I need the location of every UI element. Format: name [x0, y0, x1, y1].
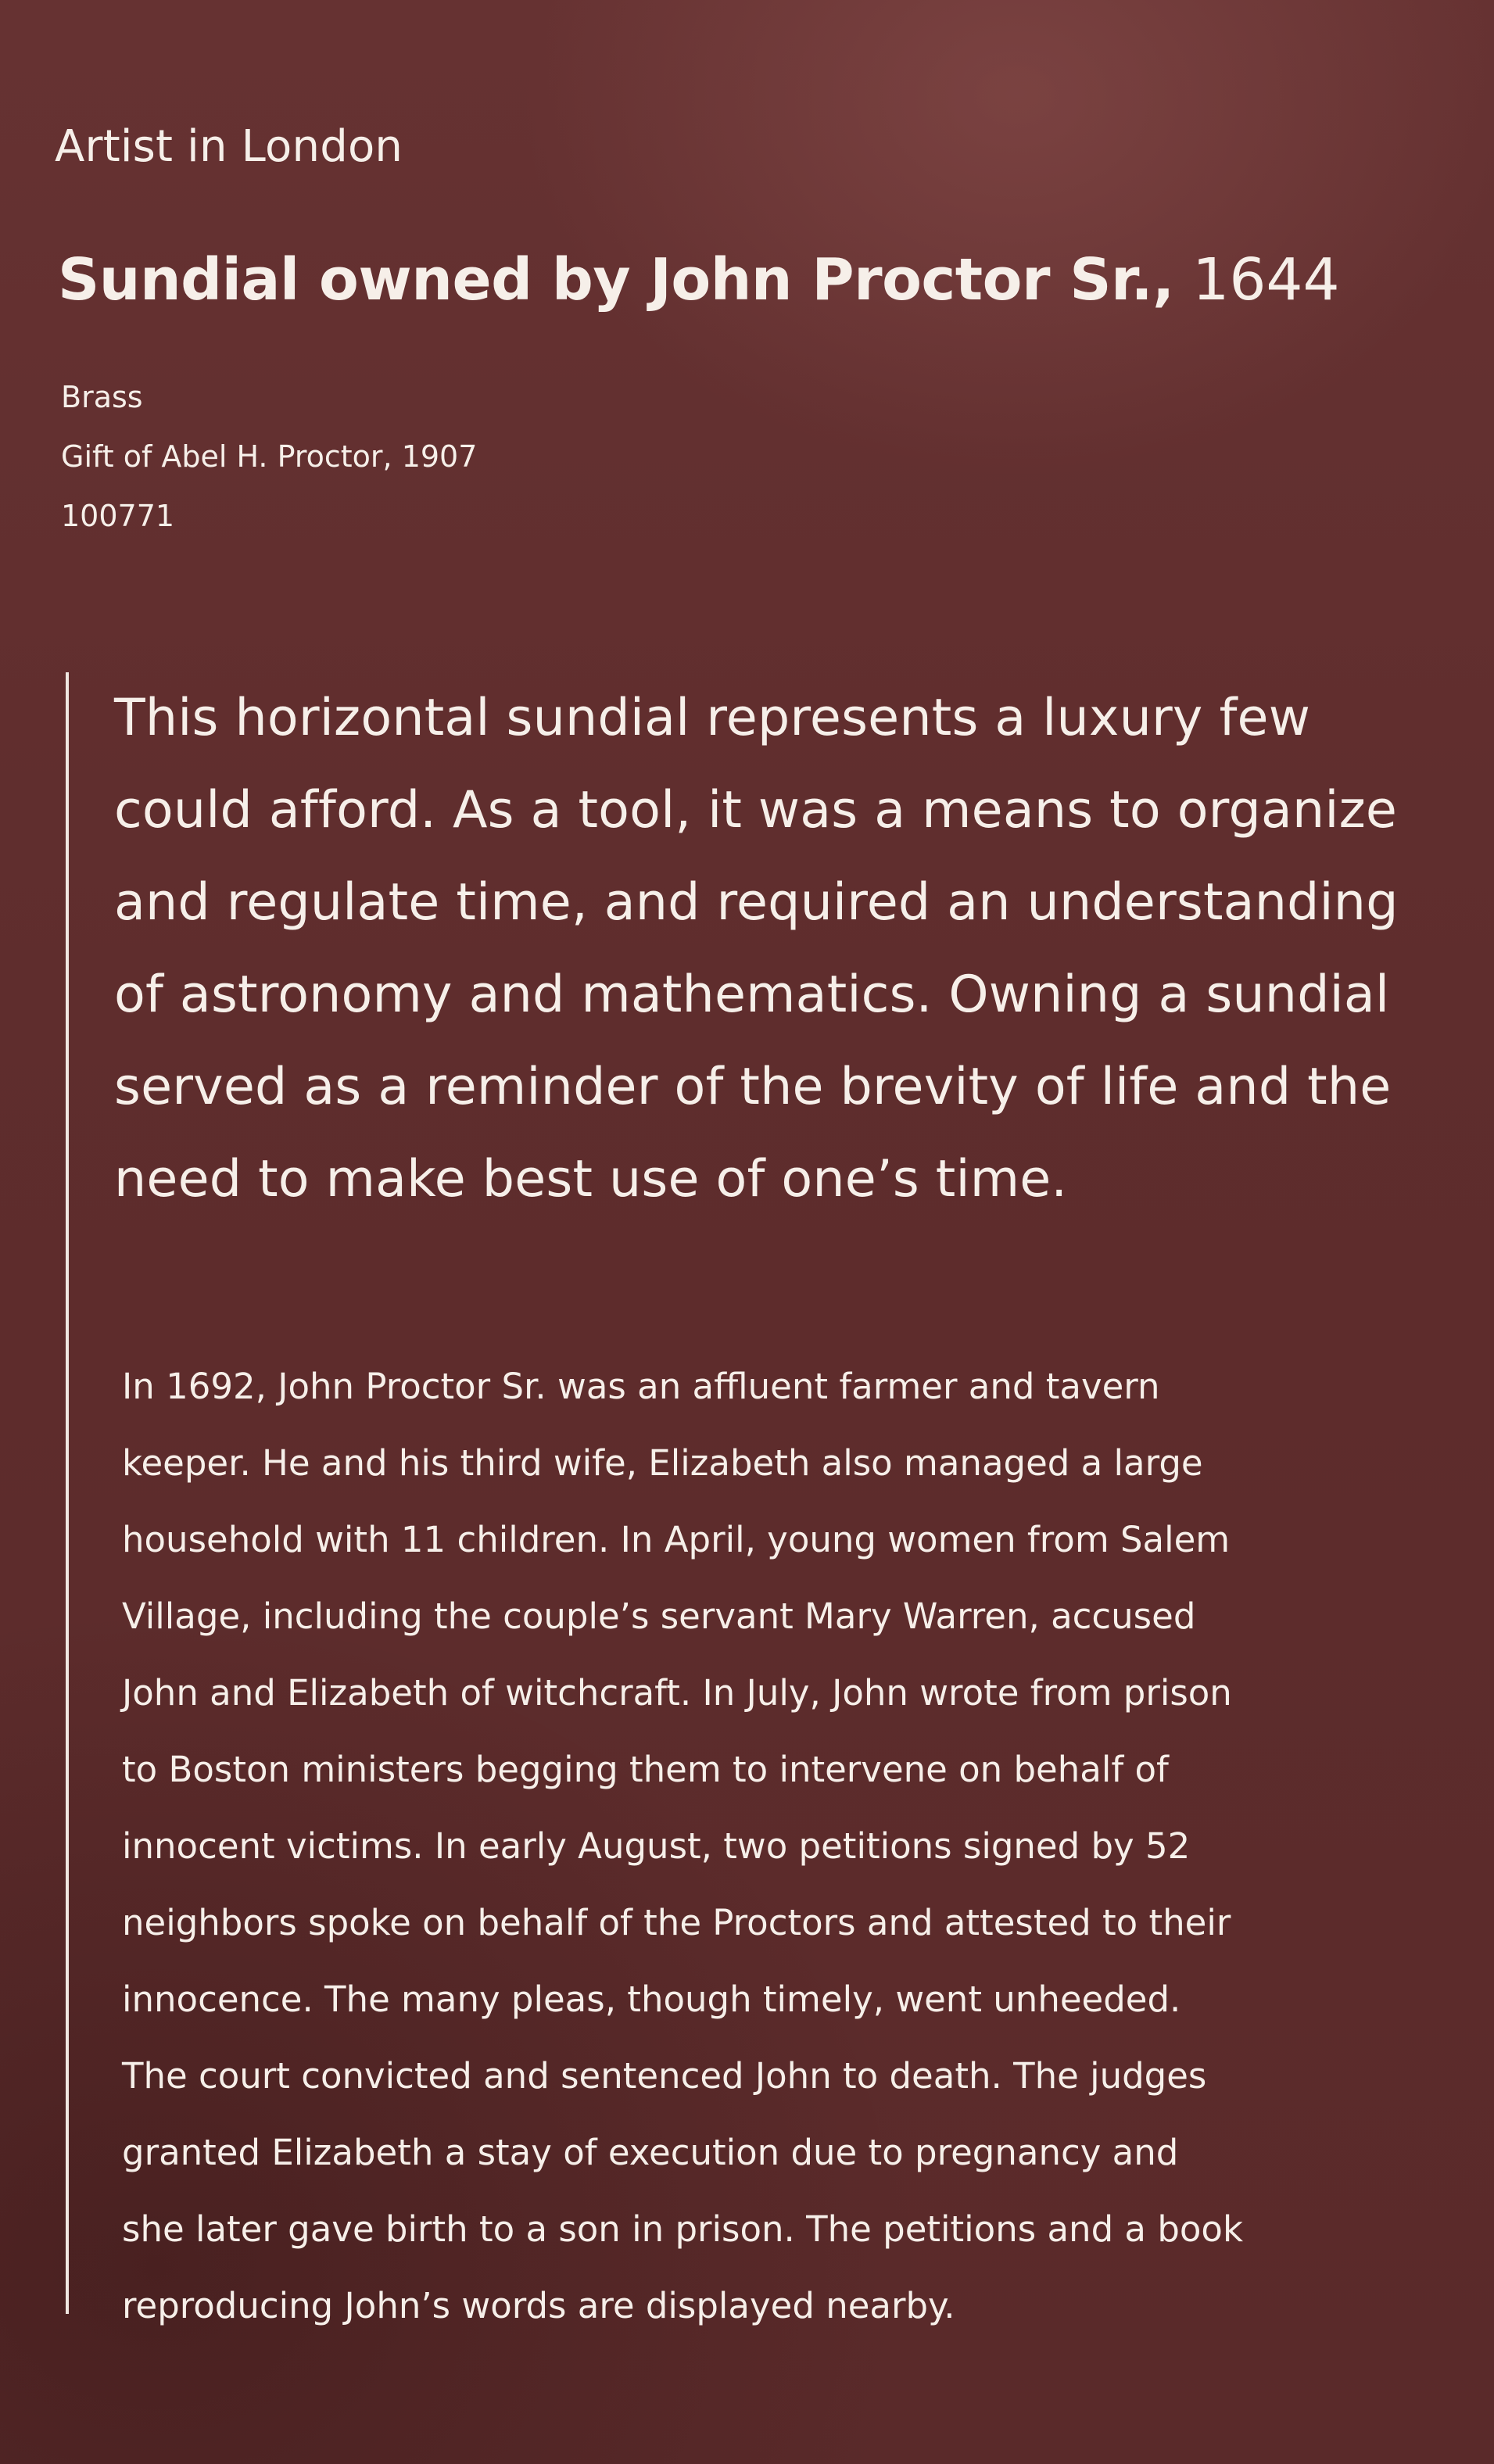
lead-line: and regulate time, and required an understanding: [114, 873, 1399, 932]
vertical-rule: [66, 672, 69, 2314]
object-title-year: 1644: [1192, 246, 1340, 313]
lead-paragraph: [114, 672, 1443, 1226]
lead-line: need to make best use of one’s time.: [114, 1150, 1068, 1209]
body-line: granted Elizabeth a stay of execution due to pregnancy and: [122, 2132, 1179, 2173]
object-credit-line: Gift of Abel H. Proctor, 1907: [61, 439, 478, 474]
body-line: to Boston ministers begging them to intervene on behalf of: [122, 1749, 1169, 1790]
section-kicker: Artist in London: [55, 121, 403, 172]
object-medium: Brass: [61, 380, 143, 414]
body-line: John and Elizabeth of witchcraft. In July, John wrote from prison: [122, 1672, 1232, 1714]
body-line: The court convicted and sentenced John to death. The judges: [122, 2055, 1207, 2097]
body-line: neighbors spoke on behalf of the Proctors and attested to their: [122, 1902, 1231, 1943]
body-line: innocent victims. In early August, two petitions signed by 52: [122, 1825, 1191, 1867]
body-paragraph: [122, 1348, 1451, 2344]
lead-line: served as a reminder of the brevity of life and the: [114, 1058, 1392, 1116]
body-line: household with 11 children. In April, young women from Salem: [122, 1519, 1231, 1560]
lead-line: This horizontal sundial represents a luxury few: [114, 689, 1311, 747]
body-line: innocence. The many pleas, though timely, went unheeded.: [122, 1979, 1181, 2020]
object-metadata: [61, 367, 477, 546]
body-line: reproducing John’s words are displayed nearby.: [122, 2285, 955, 2326]
object-title: [58, 246, 1340, 313]
lead-line: could afford. As a tool, it was a means to organize: [114, 781, 1398, 840]
object-accession-number: 100771: [61, 499, 175, 533]
lead-line: of astronomy and mathematics. Owning a sundial: [114, 965, 1390, 1024]
body-line: In 1692, John Proctor Sr. was an affluent farmer and tavern: [122, 1366, 1160, 1407]
body-line: she later gave birth to a son in prison. The petitions and a book: [122, 2208, 1244, 2250]
body-line: keeper. He and his third wife, Elizabeth also managed a large: [122, 1442, 1203, 1484]
object-title-name: Sundial owned by John Proctor Sr.,: [58, 246, 1174, 313]
body-line: Village, including the couple’s servant Mary Warren, accused: [122, 1596, 1196, 1637]
